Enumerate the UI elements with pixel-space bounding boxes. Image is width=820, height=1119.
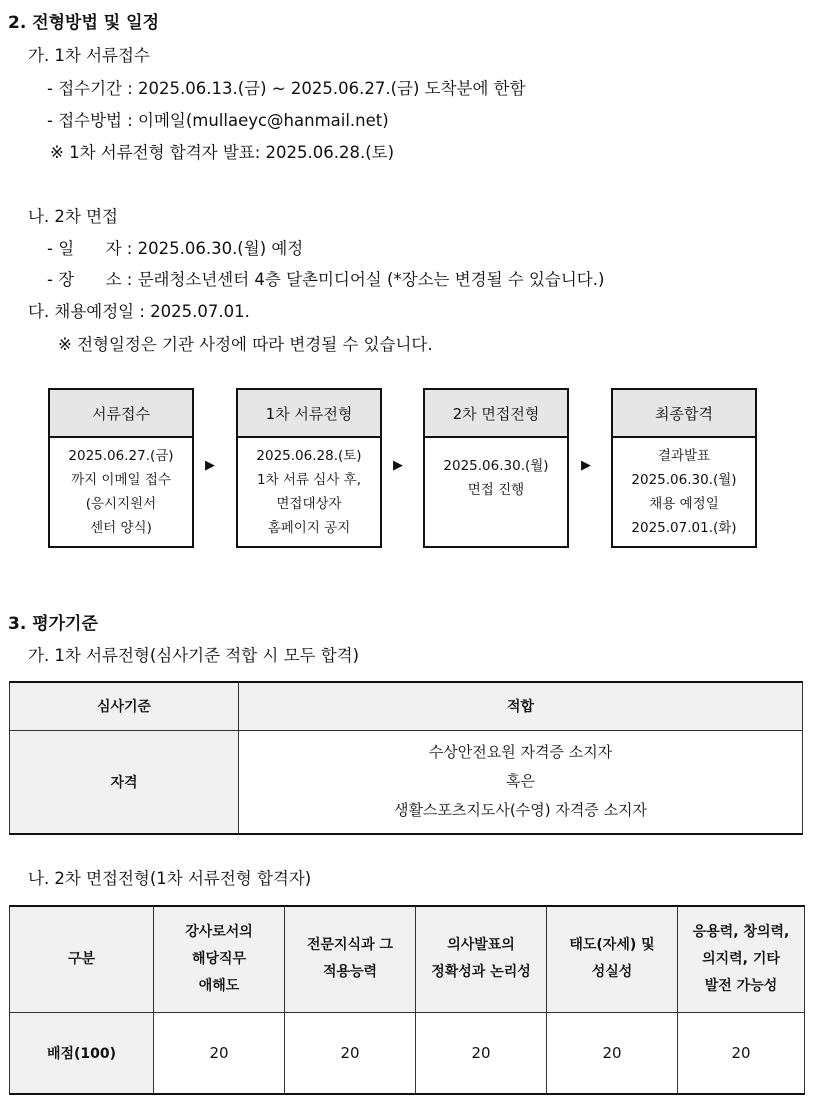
flow-step-line: 면접 진행 [467, 482, 525, 498]
second-round-title: 나. 2차 면접 [28, 207, 118, 226]
schedule-note: ※ 전형일정은 기관 사정에 따라 변경될 수 있습니다. [58, 335, 433, 354]
table-header: 전문지식과 그 적용능력 [285, 906, 416, 1012]
flow-step-line: 2025.06.28.(토) [256, 448, 362, 464]
interview-screening-title: 나. 2차 면접전형(1차 서류전형 합격자) [28, 869, 312, 888]
score-cell: 20 [285, 1012, 416, 1094]
table-header: 의사발표의 정확성과 논리성 [416, 906, 547, 1012]
first-round-title: 가. 1차 서류접수 [28, 46, 150, 65]
flow-step-line: 까지 이메일 접수 [71, 472, 171, 488]
flow-step-title: 2차 면접전형 [425, 390, 567, 438]
flow-step-interview [423, 388, 569, 548]
flow-step-final-pass [611, 388, 757, 548]
hire-date: 다. 채용예정일 : 2025.07.01. [28, 302, 250, 321]
first-result-note: ※ 1차 서류전형 합격자 발표: 2025.06.28.(토) [50, 143, 395, 162]
table-row-label: 자격 [10, 730, 239, 834]
document-criteria-table [9, 681, 803, 835]
interview-date: - 일 자 : 2025.06.30.(월) 예정 [47, 239, 304, 258]
flow-step-title: 1차 서류전형 [238, 390, 380, 438]
flow-step-title: 서류접수 [50, 390, 192, 438]
section-3-heading: 3. 평가기준 [8, 614, 98, 634]
flow-arrow-icon: ▶ [581, 458, 591, 473]
flow-step-line: 2025.07.01.(화) [631, 520, 737, 536]
flow-step-line: 홈페이지 공지 [267, 520, 351, 536]
flow-step-line: 채용 예정일 [649, 496, 719, 512]
table-header: 응용력, 창의력, 의지력, 기타 발전 가능성 [678, 906, 805, 1012]
qualification-line: 생활스포츠지도사(수영) 자격증 소지자 [393, 801, 648, 820]
section-2-heading: 2. 전형방법 및 일정 [8, 13, 159, 33]
score-cell: 20 [416, 1012, 547, 1094]
flow-step-line: (응시지원서 [85, 496, 157, 512]
flow-step-line: 2025.06.27.(금) [68, 448, 174, 464]
table-header: 심사기준 [10, 682, 239, 730]
application-period: - 접수기간 : 2025.06.13.(금) ~ 2025.06.27.(금) 도착분에 한함 [47, 79, 526, 98]
table-header: 태도(자세) 및 성실성 [547, 906, 678, 1012]
flow-step-document-submission [48, 388, 194, 548]
flow-step-line: 2025.06.30.(월) [443, 458, 549, 474]
flow-step-line: 2025.06.30.(월) [631, 472, 737, 488]
score-cell: 20 [154, 1012, 285, 1094]
table-header: 구분 [10, 906, 154, 1012]
qualification-line: 혹은 [506, 772, 535, 791]
qualification-line: 수상안전요원 자격증 소지자 [428, 743, 613, 762]
flow-step-line: 면접대상자 [276, 496, 342, 512]
interview-criteria-table [9, 905, 805, 1095]
flow-step-line: 센터 양식) [90, 520, 152, 536]
flow-step-line: 결과발표 [657, 448, 711, 464]
flow-step-document-screening [236, 388, 382, 548]
interview-place: - 장 소 : 문래청소년센터 4층 달촌미디어실 (*장소는 변경될 수 있습니다.) [47, 270, 605, 289]
document-screening-title: 가. 1차 서류전형(심사기준 적합 시 모두 합격) [28, 646, 360, 665]
table-row-label: 배점(100) [10, 1012, 154, 1094]
score-cell: 20 [547, 1012, 678, 1094]
flow-step-line: 1차 서류 심사 후, [257, 472, 361, 488]
flow-arrow-icon: ▶ [393, 458, 403, 473]
application-method: - 접수방법 : 이메일(mullaeyc@hanmail.net) [47, 111, 389, 130]
table-header: 적합 [239, 682, 803, 730]
table-header: 강사로서의 해당직무 애해도 [154, 906, 285, 1012]
score-cell: 20 [678, 1012, 805, 1094]
flow-step-title: 최종합격 [613, 390, 755, 438]
flow-arrow-icon: ▶ [205, 458, 215, 473]
